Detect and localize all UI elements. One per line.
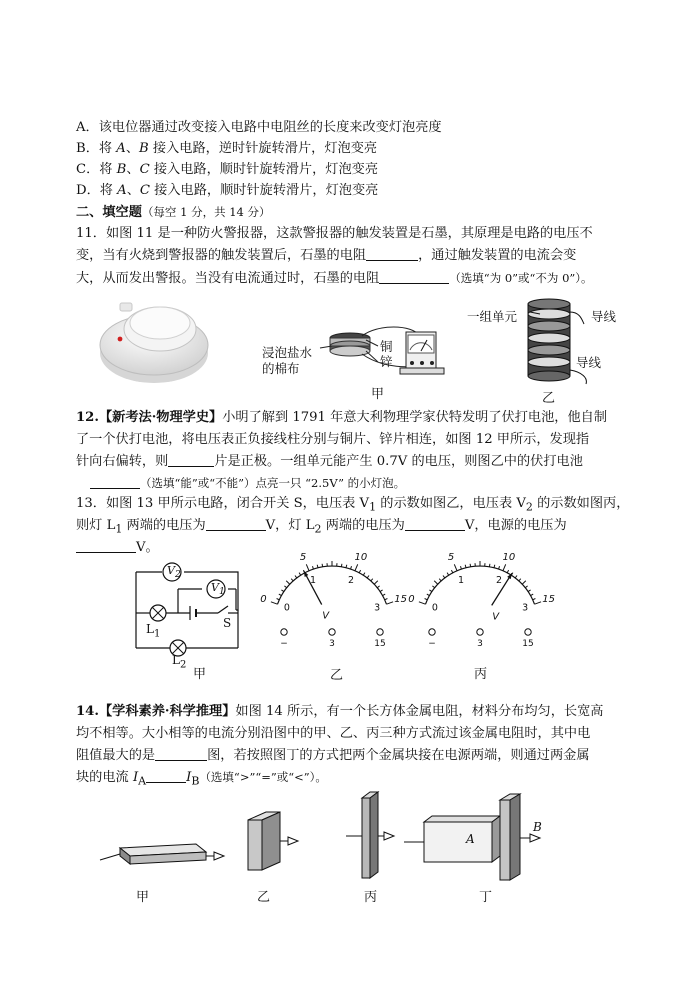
dial-tick — [470, 564, 471, 567]
dial-tick — [286, 581, 290, 584]
q14-line-1: 14.【学科素养·科学推理】如图 14 所示，有一个长方体金属电阻，材料分布均匀，长宽高 — [76, 704, 604, 719]
fig14-yi-block — [240, 808, 310, 878]
dial-terminal-label: 3 — [477, 639, 483, 649]
dial-tick — [535, 602, 542, 604]
answer-blank[interactable] — [155, 747, 207, 761]
dial-tick — [425, 599, 428, 600]
dial-terminal — [281, 629, 287, 635]
dial-scale-bottom-label: 2 — [495, 574, 503, 586]
fig14-jia-caption: 甲 — [136, 890, 150, 905]
dial-tick — [515, 576, 517, 578]
fig14-ding-blocks — [404, 792, 564, 884]
dial-scale-top-label: 5 — [299, 552, 307, 563]
q13-line-1: 13．如图 13 甲所示电路，闭合开关 S，电压表 $V_1$ 的示数如图乙，电压表 $V_2$ 的示数如图丙， — [76, 496, 630, 514]
answer-blank[interactable] — [366, 247, 418, 261]
dial-terminal — [377, 629, 383, 635]
dial-arc — [278, 566, 387, 604]
dial-tick — [380, 590, 383, 592]
fig13-jia-caption: 甲 — [193, 667, 207, 682]
fig14-bing-caption: 丙 — [364, 890, 378, 905]
dial-unit-label: V — [492, 611, 500, 623]
dial-tick — [432, 586, 434, 588]
fig14-jia-block — [100, 838, 230, 878]
dial-tick — [519, 579, 521, 581]
fig13-yi-caption: 乙 — [330, 668, 344, 683]
dial-tick — [533, 599, 536, 600]
block-b-label: B — [533, 820, 542, 834]
q12-line-4: （选填“能”或“不能”）点亮一只 “2.5V” 的小灯泡。 — [76, 474, 405, 493]
voltmeter-dial-bing — [408, 552, 555, 649]
voltmeter-v2-label: $V_2$ — [167, 564, 181, 581]
label-salt-cloth-1: 浸泡盐水 — [262, 345, 313, 360]
voltmeter-v1-label: $V_1$ — [211, 581, 225, 598]
dial-tick — [363, 573, 365, 576]
answer-blank[interactable] — [168, 453, 214, 467]
dial-scale-top-label: 10 — [354, 552, 368, 563]
dial-tick — [439, 579, 441, 581]
answer-blank[interactable] — [405, 517, 465, 531]
dial-tick — [383, 594, 386, 596]
dial-tick — [429, 590, 432, 592]
dial-tick — [427, 594, 430, 596]
circuit-diagram — [128, 558, 256, 670]
dial-terminal-label: 15 — [522, 639, 534, 649]
dial-tick — [295, 576, 297, 578]
dial-tick — [277, 599, 280, 600]
q12-line-3: 针向右偏转，则 片是正极。一组单元能产生 0.7V 的电压，则图乙中的伏打电池 — [76, 454, 583, 469]
q11-line-2: 变，当有火烧到警报器的触发装置后，石墨的电阻 ，通过触发装置的电流会变 — [76, 248, 577, 263]
dial-terminal-label: 15 — [374, 639, 386, 649]
lamp-l1-label: $L_1$ — [146, 622, 161, 640]
dial-tick — [443, 576, 445, 578]
dial-tick — [371, 579, 373, 581]
fig12-yi-caption: 乙 — [542, 391, 556, 406]
dial-scale-bottom-label: 0 — [283, 602, 290, 614]
dial-tick — [503, 564, 506, 570]
dial-tick — [291, 579, 293, 581]
q12-line-2: 了一个伏打电池，将电压表正负接线柱分别与铜片、锌片相连，如图 12 甲所示，发现指 — [76, 432, 590, 447]
dial-tick — [377, 586, 379, 588]
dial-tick — [499, 566, 500, 569]
option-a: A．该电位器通过改变接入电路中电阻丝的长度来改变灯泡亮度 — [76, 120, 442, 135]
dial-terminal — [329, 629, 335, 635]
dial-tick — [507, 570, 508, 573]
dial-terminal — [429, 629, 435, 635]
dial-tick — [271, 602, 278, 604]
section-header: 二、填空题（每空 1 分，共 14 分） — [76, 205, 271, 220]
label-copper: 铜 — [380, 339, 393, 354]
q11-line-1: 11．如图 11 是一种防火警报器，这款警报器的触发装置是石墨，其原理是电路的电压不 — [76, 226, 593, 241]
dial-tick — [489, 564, 490, 567]
q13-line-2: 则灯 $L_1$ 两端的电压为 V，灯 $L_2$ 两端的电压为 V，电源的电压为 — [76, 518, 567, 536]
q14-line-3: 阻值最大的是 图，若按照图丁的方式把两个金属块接在电源两端，则通过两金属 — [76, 748, 590, 763]
smoke-detector-image — [98, 293, 210, 388]
fig12-jia-caption: 甲 — [371, 387, 385, 402]
q13-line-3: V。 — [76, 539, 159, 557]
dial-scale-bottom-label: 1 — [309, 574, 317, 586]
q14-line-4: 块的电流 $I_A$ $I_B$（选填“>”“=”或“<”）。 — [76, 770, 327, 788]
dial-tick — [451, 570, 452, 573]
q14-line-2: 均不相等。大小相等的电流分别沿图中的甲、乙、丙三种方式流过该金属电阻时，其中电 — [76, 726, 591, 741]
dial-tick — [385, 599, 388, 600]
dial-scale-top-label: 10 — [502, 552, 516, 563]
dial-tick — [374, 581, 378, 584]
dial-tick — [434, 581, 438, 584]
dial-scale-bottom-label: 2 — [347, 574, 355, 586]
dial-tick — [367, 576, 369, 578]
label-wire-bottom: 导线 — [576, 355, 602, 370]
answer-blank[interactable] — [379, 270, 449, 284]
dial-tick — [322, 564, 323, 567]
dial-scale-top-label: 15 — [542, 594, 555, 605]
dial-unit-label: V — [322, 610, 330, 622]
dial-scale-top-label: 15 — [394, 594, 407, 605]
answer-blank[interactable] — [146, 769, 186, 783]
block-a-label: A — [466, 832, 475, 846]
dial-tick — [447, 573, 449, 576]
dial-tick — [359, 570, 360, 573]
fig14-ding-caption: 丁 — [479, 890, 493, 905]
answer-blank[interactable] — [90, 475, 140, 489]
dial-tick — [299, 573, 301, 576]
dial-scale-bottom-label: 3 — [522, 602, 529, 614]
fig14-bing-block — [340, 790, 400, 882]
dial-tick — [279, 594, 282, 596]
dial-scale-bottom-label: 3 — [374, 602, 381, 614]
option-d: D．将 A、C 接入电路，顺时针旋转滑片，灯泡变亮 — [76, 183, 379, 198]
option-c: C．将 B、C 接入电路，顺时针旋转滑片，灯泡变亮 — [76, 162, 379, 177]
q11-line-3: 大，从而发出警报。当没有电流通过时，石墨的电阻 （选填“为 0”或“不为 0”）。 — [76, 271, 593, 286]
q12-line-1: 12.【新考法·物理学史】小明了解到 1791 年意大利物理学家伏特发明了伏打电池，他自制 — [76, 410, 608, 425]
dial-scale-top-label: 5 — [447, 552, 455, 563]
dial-terminal-label: − — [428, 639, 436, 649]
fig13-bing-caption: 丙 — [474, 667, 488, 682]
dial-scale-bottom-label: 1 — [457, 574, 465, 586]
dial-tick — [528, 590, 531, 592]
dial-tick — [419, 602, 426, 604]
option-b: B．将 A、B 接入电路，逆时针旋转滑片，灯泡变亮 — [76, 141, 378, 156]
dial-tick — [284, 586, 286, 588]
lamp-l2-label: $L_2$ — [172, 653, 187, 671]
dial-tick — [355, 564, 358, 570]
dial-tick — [522, 581, 526, 584]
dial-terminal — [477, 629, 483, 635]
dial-tick — [387, 602, 394, 604]
dial-tick — [281, 590, 284, 592]
dial-terminal — [525, 629, 531, 635]
dial-scale-top-label: 0 — [408, 594, 415, 605]
label-unit-group: 一组单元 — [467, 309, 518, 324]
dial-tick — [313, 566, 314, 569]
dial-terminal-label: 3 — [329, 639, 335, 649]
label-salt-cloth-2: 的棉布 — [262, 361, 300, 376]
dial-tick — [341, 564, 342, 567]
label-zinc: 锌 — [380, 354, 393, 369]
dial-scale-bottom-label: 0 — [431, 602, 438, 614]
dial-tick — [454, 564, 457, 570]
dial-tick — [531, 594, 534, 596]
dial-terminal-label: − — [280, 639, 288, 649]
label-wire-top: 导线 — [591, 309, 617, 324]
answer-blank[interactable] — [76, 539, 136, 553]
voltmeter-dial-yi — [260, 552, 407, 649]
dial-tick — [351, 566, 352, 569]
fig14-yi-caption: 乙 — [257, 890, 271, 905]
dial-arc — [426, 566, 535, 604]
answer-blank[interactable] — [206, 517, 266, 531]
dial-scale-top-label: 0 — [260, 594, 267, 605]
dial-tick — [525, 586, 527, 588]
dial-tick — [461, 566, 462, 569]
switch-label: S — [223, 616, 232, 630]
dial-tick — [306, 564, 309, 570]
